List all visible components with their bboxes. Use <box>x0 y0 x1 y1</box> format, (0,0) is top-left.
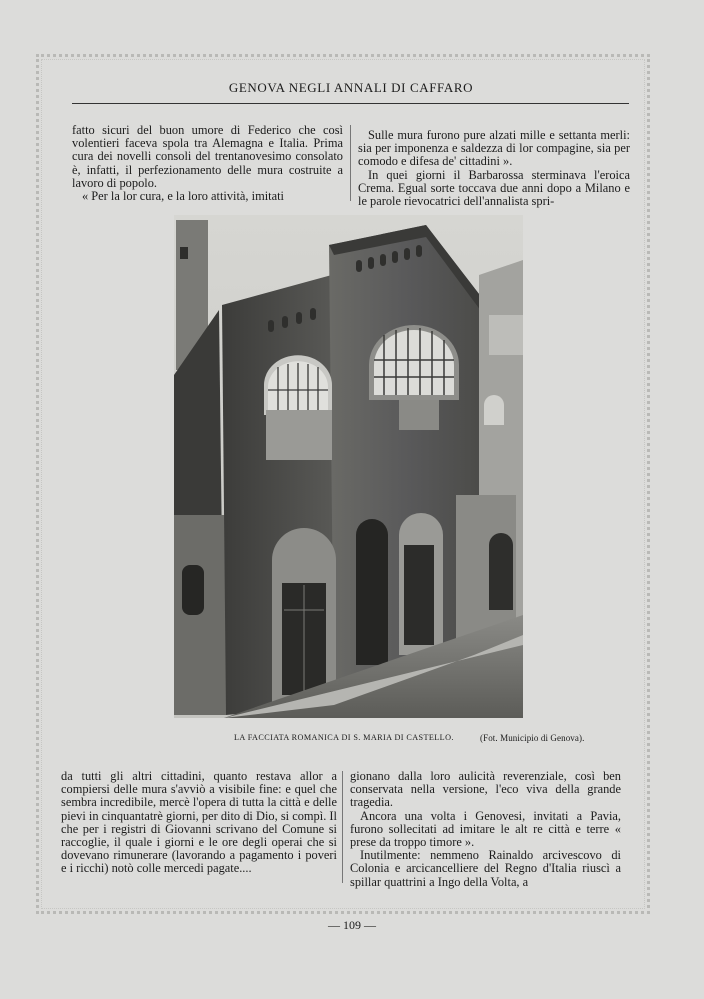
bottom-left-column <box>61 770 337 876</box>
paragraph: Ancora una volta i Genovesi, invitati a Pavia, furono sollecitati ad imitare le alt re città e terre « prese da troppo timore ». <box>350 808 621 850</box>
column-divider <box>342 771 343 883</box>
paragraph: Sulle mura furono pure alzati mille e settanta merli: sia per imponenza e saldezza di lor compagine, sia per comodo e difesa de' cittadini ». <box>358 128 630 169</box>
paragraph: fatto sicuri del buon umore di Federico che così volentieri faceva spola tra Alemagna e Italia. Prima cura dei novelli consoli del trentanovesimo consolato è, infatti, il perfezionamento delle mura costruite a lavoro di popolo. <box>72 123 343 190</box>
top-right-column <box>358 129 630 208</box>
header-rule <box>72 103 629 104</box>
church-facade-illustration <box>174 215 523 718</box>
column-divider <box>350 125 351 201</box>
photo-credit: (Fot. Municipio di Genova). <box>480 733 585 743</box>
bottom-right-column <box>350 770 621 889</box>
figure-caption: LA FACCIATA ROMANICA DI S. MARIA DI CASTELLO. <box>234 733 454 742</box>
church-facade-photo <box>174 215 523 718</box>
paragraph: gionano dalla loro aulicità reverenziale, così ben conservata nella versione, l'eco viva della grande tragedia. <box>350 769 621 810</box>
top-left-column <box>72 124 343 203</box>
paragraph: Inutilmente: nemmeno Rainaldo arcivescovo di Colonia e arcicancelliere del Regno d'Italia riuscì a spillar quattrini a Ingo della Volta, a <box>350 848 621 889</box>
paragraph: In quei giorni il Barbarossa sterminava l'eroica Crema. Egual sorte toccava due anni dopo a Milano e le parole rievocatrici dell'annalista spri- <box>358 167 630 209</box>
paragraph: « Per la lor cura, e la loro attività, imitati <box>82 189 284 204</box>
running-title: GENOVA NEGLI ANNALI DI CAFFARO <box>228 80 474 95</box>
page-number: — 109 — <box>328 918 376 932</box>
paragraph: da tutti gli altri cittadini, quanto restava allor a compiersi delle mura s'avviò a visibile fine: e quel che sembra incredibile, mercè l'opera di tutta la città e delle pievi in cinquantatrè giorni, per dito di Dio, si compì. Il che per i registri di Giovanni scrivano del Comune si raccoglie, il quale i giorni e le ore degli operai che si dovevano rimunerare (lavorando a pagamento i poveri e i ricchi) notò colle mercedi pagate.... <box>61 769 337 876</box>
